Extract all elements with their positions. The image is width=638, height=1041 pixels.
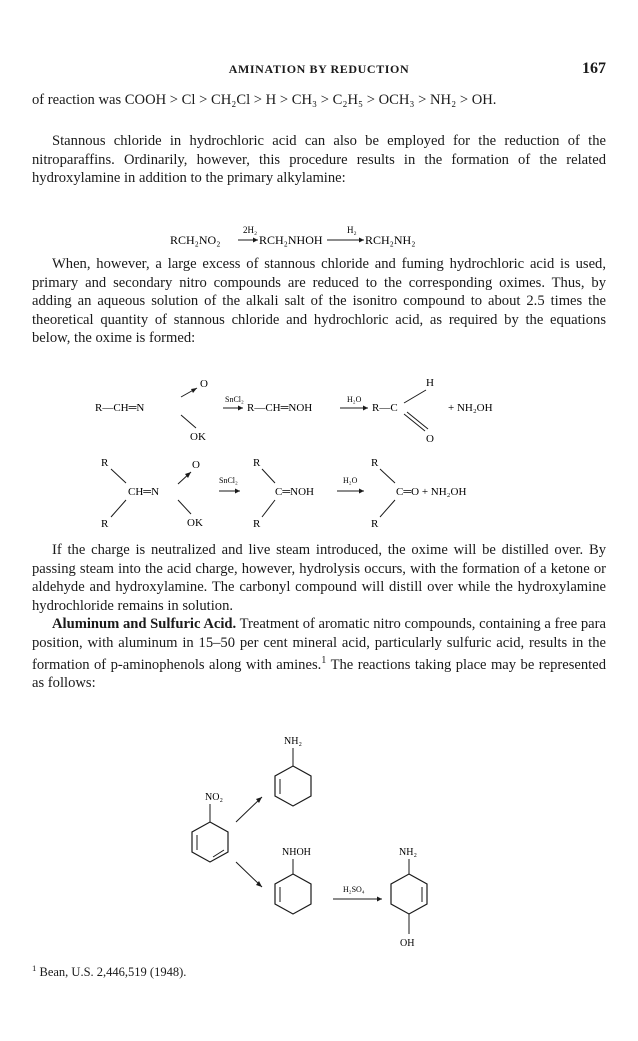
eq1-intermediate: RCH₂NHOH [259,233,323,247]
s2-ok: OK [187,517,203,529]
footnote [32,963,186,980]
s2-ch-n: CH═N [128,486,160,498]
s1-r-c: R—C [372,402,398,414]
s1-oxygen-top: O [200,378,208,390]
s2-r-bottom-mid: R [253,518,261,530]
s3-nhoh-label: NHOH [282,847,311,858]
s1-ok: OK [190,431,206,443]
s3-nh2-top-label: NH₂ [284,736,302,747]
paragraph-5-text-end: The reactions taking place may be represented as follows: [32,656,606,692]
s1-reagent-2: H₂O [347,395,362,404]
paragraph-2: Stannous chloride in hydrochloric acid can also be employed for the reduction of the nitroparaffins. Ordinarily, however, this procedure results in the formation of the related hydroxylamine in addition to the primary alkylamine: [32,133,606,186]
s1-reagent-1: SnCl₂ [225,395,244,404]
s1-oxime: R—CH═NOH [247,402,313,414]
s2-r-top-left: R [101,457,109,469]
s3-oh-label: OH [400,938,415,949]
s2-r-bottom-left: R [101,518,109,530]
paragraph-4: If the charge is neutralized and live steam introduced, the oxime will be distilled over. By passing steam into the acid charge, however, hydrolysis occurs, with the formation of a ketone or aldehyde and hydroxylamine. The carbonyl compound will distill over while the hydroxylamine hydrochloride remains in solution. [32,542,606,614]
s1-oxygen-bottom: O [426,433,434,445]
section-heading: Aluminum and Sulfuric Acid. [52,616,237,632]
s1-r-ch-n: R—CH═N [95,402,145,414]
eq1-reactant: RCH₂NO₂ [170,233,221,247]
paragraph-1: of reaction was COOH > Cl > CH₂Cl > H > CH₃ > C₂H₅ > OCH₃ > NH₂ > OH. [32,92,497,108]
s2-r-bottom-right: R [371,518,379,530]
s2-r-top-right: R [371,457,379,469]
s3-no2-label: NO₂ [205,792,223,803]
s1-byproduct: + NH₂OH [448,402,493,414]
footnote-marker: 1 [32,963,37,973]
footnote-text: Bean, U.S. 2,446,519 (1948). [36,965,187,980]
page-number: 167 [582,60,606,77]
s3-arrowhead-right [377,897,382,902]
s2-reagent-1: SnCl₂ [219,476,238,485]
eq1-product: RCH₂NH₂ [365,233,416,247]
s2-r-top-mid: R [253,457,261,469]
footnote-reference: 1 [321,655,327,666]
s2-c-o: C═O + NH₂OH [396,486,467,498]
s2-oxygen-top: O [192,459,200,471]
s2-c-noh: C═NOH [275,486,314,498]
s1-hydrogen: H [426,377,434,389]
paragraph-3: When, however, a large excess of stannous chloride and fuming hydrochloric acid is used, primary and secondary nitro compounds are reduced to the corresponding oximes. Thus, by adding an aqueous solution of the alkali salt of the isonitro compound to about 2.5 times the theoretical quantity of stannous chloride and hydrochloric acid, as required by the equations below, the oxime is formed: [32,256,606,346]
s3-reagent: H₂SO₄ [343,885,365,894]
eq1-reagent-1: 2H₂ [243,225,258,235]
s3-nh2-right-label: NH₂ [399,847,417,858]
s3-ring-double-2 [213,850,224,857]
running-head: AMINATION BY REDUCTION [228,62,410,76]
s2-reagent-2: H₂O [343,476,358,485]
eq1-reagent-2: H₂ [347,225,357,235]
paragraph-5-text: Treatment of aromatic nitro compounds, containing a free para position, with aluminum in 15–50 per cent mineral acid, particularly sulfuric acid, results in the formation of p-aminophenols along with amines. [32,616,606,673]
